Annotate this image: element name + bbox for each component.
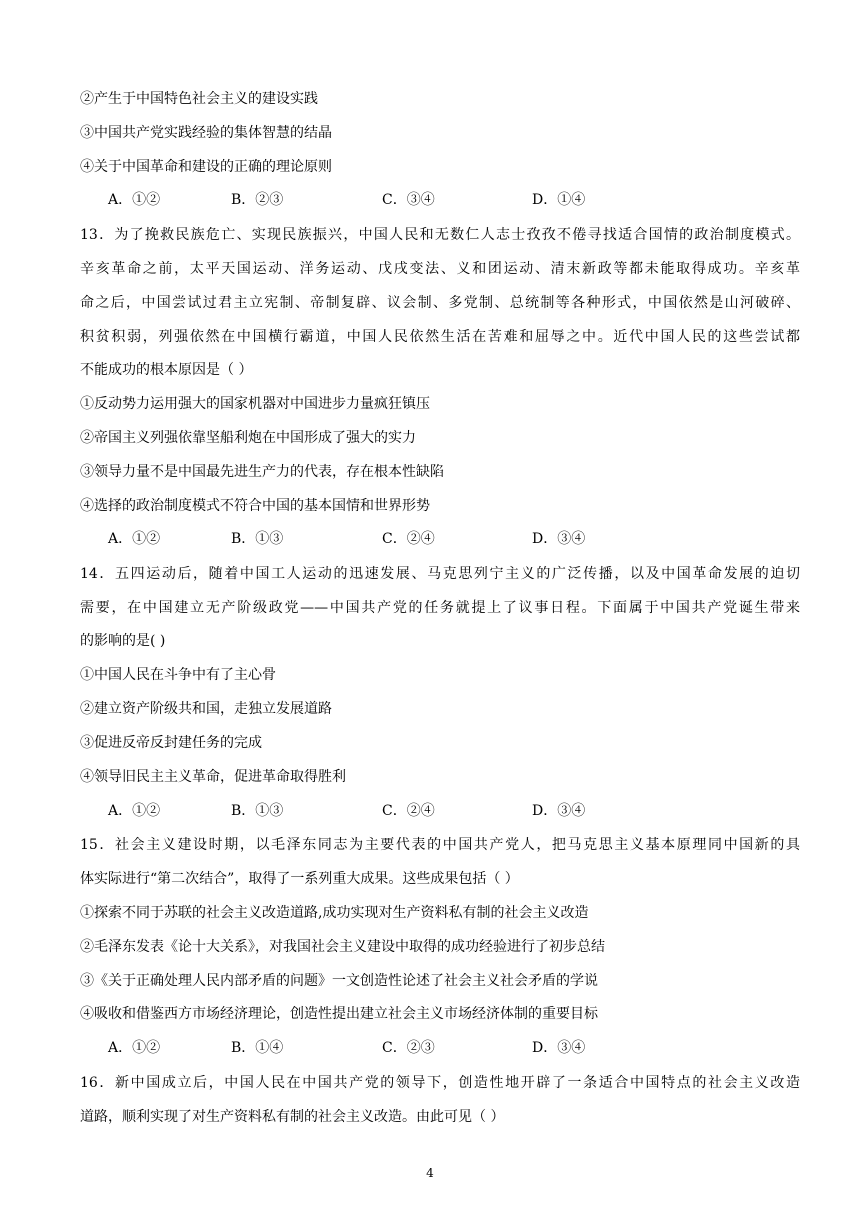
statement-2: ②产生于中国特色社会主义的建设实践 — [80, 91, 318, 107]
statement-3: ③《关于正确处理人民内部矛盾的问题》一文创造性论述了社会主义社会矛盾的学说 — [80, 973, 598, 989]
question-14-line-2: 需要，在中国建立无产阶级政党——中国共产党的任务就提上了议事日程。下面属于中国共产党诞生带来 — [80, 600, 800, 616]
question-14-line-1: 14．五四运动后，随着中国工人运动的迅速发展、马克思列宁主义的广泛传播，以及中国革命发展的迫切 — [80, 566, 800, 582]
statement-1: ①探索不同于苏联的社会主义改造道路,成功实现对生产资料私有制的社会主义改造 — [80, 905, 589, 921]
statement-3: ③领导力量不是中国最先进生产力的代表，存在根本性缺陷 — [80, 464, 444, 480]
option-b: B．①④ — [231, 1040, 284, 1056]
option-a: A．①② — [108, 1040, 161, 1056]
option-d: D．③④ — [532, 531, 586, 547]
option-a: A．①② — [108, 803, 161, 819]
question-16-line-1: 16．新中国成立后，中国人民在中国共产党的领导下，创造性地开辟了一条适合中国特点的社会主义改造 — [80, 1075, 800, 1091]
option-d: D．③④ — [532, 1040, 586, 1056]
statement-3: ③中国共产党实践经验的集体智慧的结晶 — [80, 125, 332, 141]
statement-3: ③促进反帝反封建任务的完成 — [80, 735, 262, 751]
option-d: D．①④ — [532, 192, 586, 208]
option-c: C．②④ — [382, 531, 435, 547]
question-15-line-2: 体实际进行“第二次结合”，取得了一系列重大成果。这些成果包括（ ） — [80, 871, 519, 887]
statement-4: ④领导旧民主主义革命，促进革命取得胜利 — [80, 769, 346, 785]
option-c: C．②③ — [382, 1040, 435, 1056]
option-b: B．②③ — [231, 192, 284, 208]
statement-2: ②毛泽东发表《论十大关系》，对我国社会主义建设中取得的成功经验进行了初步总结 — [80, 939, 605, 955]
option-c: C．③④ — [382, 192, 435, 208]
option-a: A．①② — [108, 531, 161, 547]
statement-4: ④吸收和借鉴西方市场经济理论，创造性提出建立社会主义市场经济体制的重要目标 — [80, 1006, 598, 1022]
option-c: C．②④ — [382, 803, 435, 819]
statement-4: ④选择的政治制度模式不符合中国的基本国情和世界形势 — [80, 498, 430, 514]
question-13-line-1: 13．为了挽救民族危亡、实现民族振兴，中国人民和无数仁人志士孜孜不倦寻找适合国情的政治制度模式。 — [80, 227, 800, 243]
question-15-line-1: 15．社会主义建设时期，以毛泽东同志为主要代表的中国共产党人，把马克思主义基本原理同中国新的具 — [80, 837, 800, 853]
statement-1: ①反动势力运用强大的国家机器对中国进步力量疯狂镇压 — [80, 396, 430, 412]
question-13-line-2: 辛亥革命之前，太平天国运动、洋务运动、戊戌变法、义和团运动、清末新政等都未能取得成功。辛亥革 — [80, 261, 800, 277]
question-13-line-5: 不能成功的根本原因是（ ） — [80, 362, 253, 378]
question-13-line-4: 积贫积弱，列强依然在中国横行霸道，中国人民依然生活在苦难和屈辱之中。近代中国人民的这些尝试都 — [80, 329, 800, 345]
statement-2: ②帝国主义列强依靠坚船利炮在中国形成了强大的实力 — [80, 430, 416, 446]
option-a: A．①② — [108, 192, 161, 208]
statement-2: ②建立资产阶级共和国，走独立发展道路 — [80, 701, 332, 717]
page-number: 4 — [426, 1166, 434, 1180]
option-b: B．①③ — [231, 803, 284, 819]
option-d: D．③④ — [532, 803, 586, 819]
question-14-line-3: 的影响的是( ) — [80, 633, 166, 649]
question-16-line-2: 道路，顺利实现了对生产资料私有制的社会主义改造。由此可见（ ） — [80, 1109, 505, 1125]
question-13-line-3: 命之后，中国尝试过君主立宪制、帝制复辟、议会制、多党制、总统制等各种形式，中国依然是山河破碎、 — [80, 295, 800, 311]
statement-4: ④关于中国革命和建设的正确的理论原则 — [80, 159, 332, 175]
statement-1: ①中国人民在斗争中有了主心骨 — [80, 667, 276, 683]
option-b: B．①③ — [231, 531, 284, 547]
